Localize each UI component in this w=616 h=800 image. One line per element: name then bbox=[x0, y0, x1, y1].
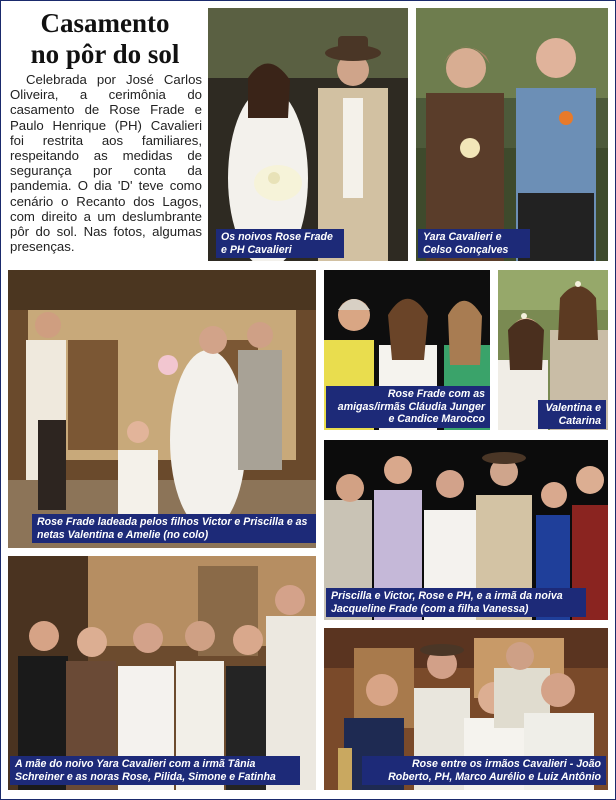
title-line-1: Casamento bbox=[40, 8, 170, 38]
caption-irma-noiva: Priscilla e Victor, Rose e PH, e a irmã da noiva Jacqueline Frade (com a filha Vanessa) bbox=[326, 588, 586, 617]
caption-valentina-catarina: Valentina e Catarina bbox=[538, 400, 606, 429]
caption-filhos-netas: Rose Frade ladeada pelos filhos Victor e Priscilla e as netas Valentina e Amelie (no colo) bbox=[32, 514, 316, 543]
caption-noivos: Os noivos Rose Frade e PH Cavalieri bbox=[216, 229, 344, 258]
caption-mae-noivo: A mãe do noivo Yara Cavalieri com a irmã Tânia Schreiner e as noras Rose, Pilida, Simone e Fatinha bbox=[10, 756, 300, 785]
photo-filhos-netas bbox=[8, 270, 316, 548]
photo-mae-noivo bbox=[8, 556, 316, 790]
photo-mae-noivo-image bbox=[8, 556, 316, 790]
caption-amigas: Rose Frade com as amigas/irmãs Cláudia Junger e Candice Marocco bbox=[326, 386, 490, 428]
photo-noivos bbox=[208, 8, 408, 261]
title-line-2: no pôr do sol bbox=[30, 39, 180, 69]
photo-yara-celso-image bbox=[416, 8, 608, 261]
article-intro: Celebrada por José Carlos Oliveira, a cerimônia do casamento de Rose Frade e Paulo Henrique (PH) Cavalieri foi restrita aos familiares, respeitando as medidas de segurança por conta da pandemia. O dia 'D' teve como cenário o Recanto dos Lagos, com direito a um deslumbrante pôr do sol. Nas fotos, algumas presenças. bbox=[10, 72, 202, 255]
caption-yara-celso: Yara Cavalieri e Celso Gonçalves bbox=[418, 229, 530, 258]
photo-yara-celso bbox=[416, 8, 608, 261]
photo-noivos-image bbox=[208, 8, 408, 261]
article-title bbox=[10, 8, 200, 70]
photo-filhos-netas-image bbox=[8, 270, 316, 548]
caption-irmaos-cavalieri: Rose entre os irmãos Cavalieri - João Roberto, PH, Marco Aurélio e Luiz Antônio bbox=[362, 756, 606, 785]
